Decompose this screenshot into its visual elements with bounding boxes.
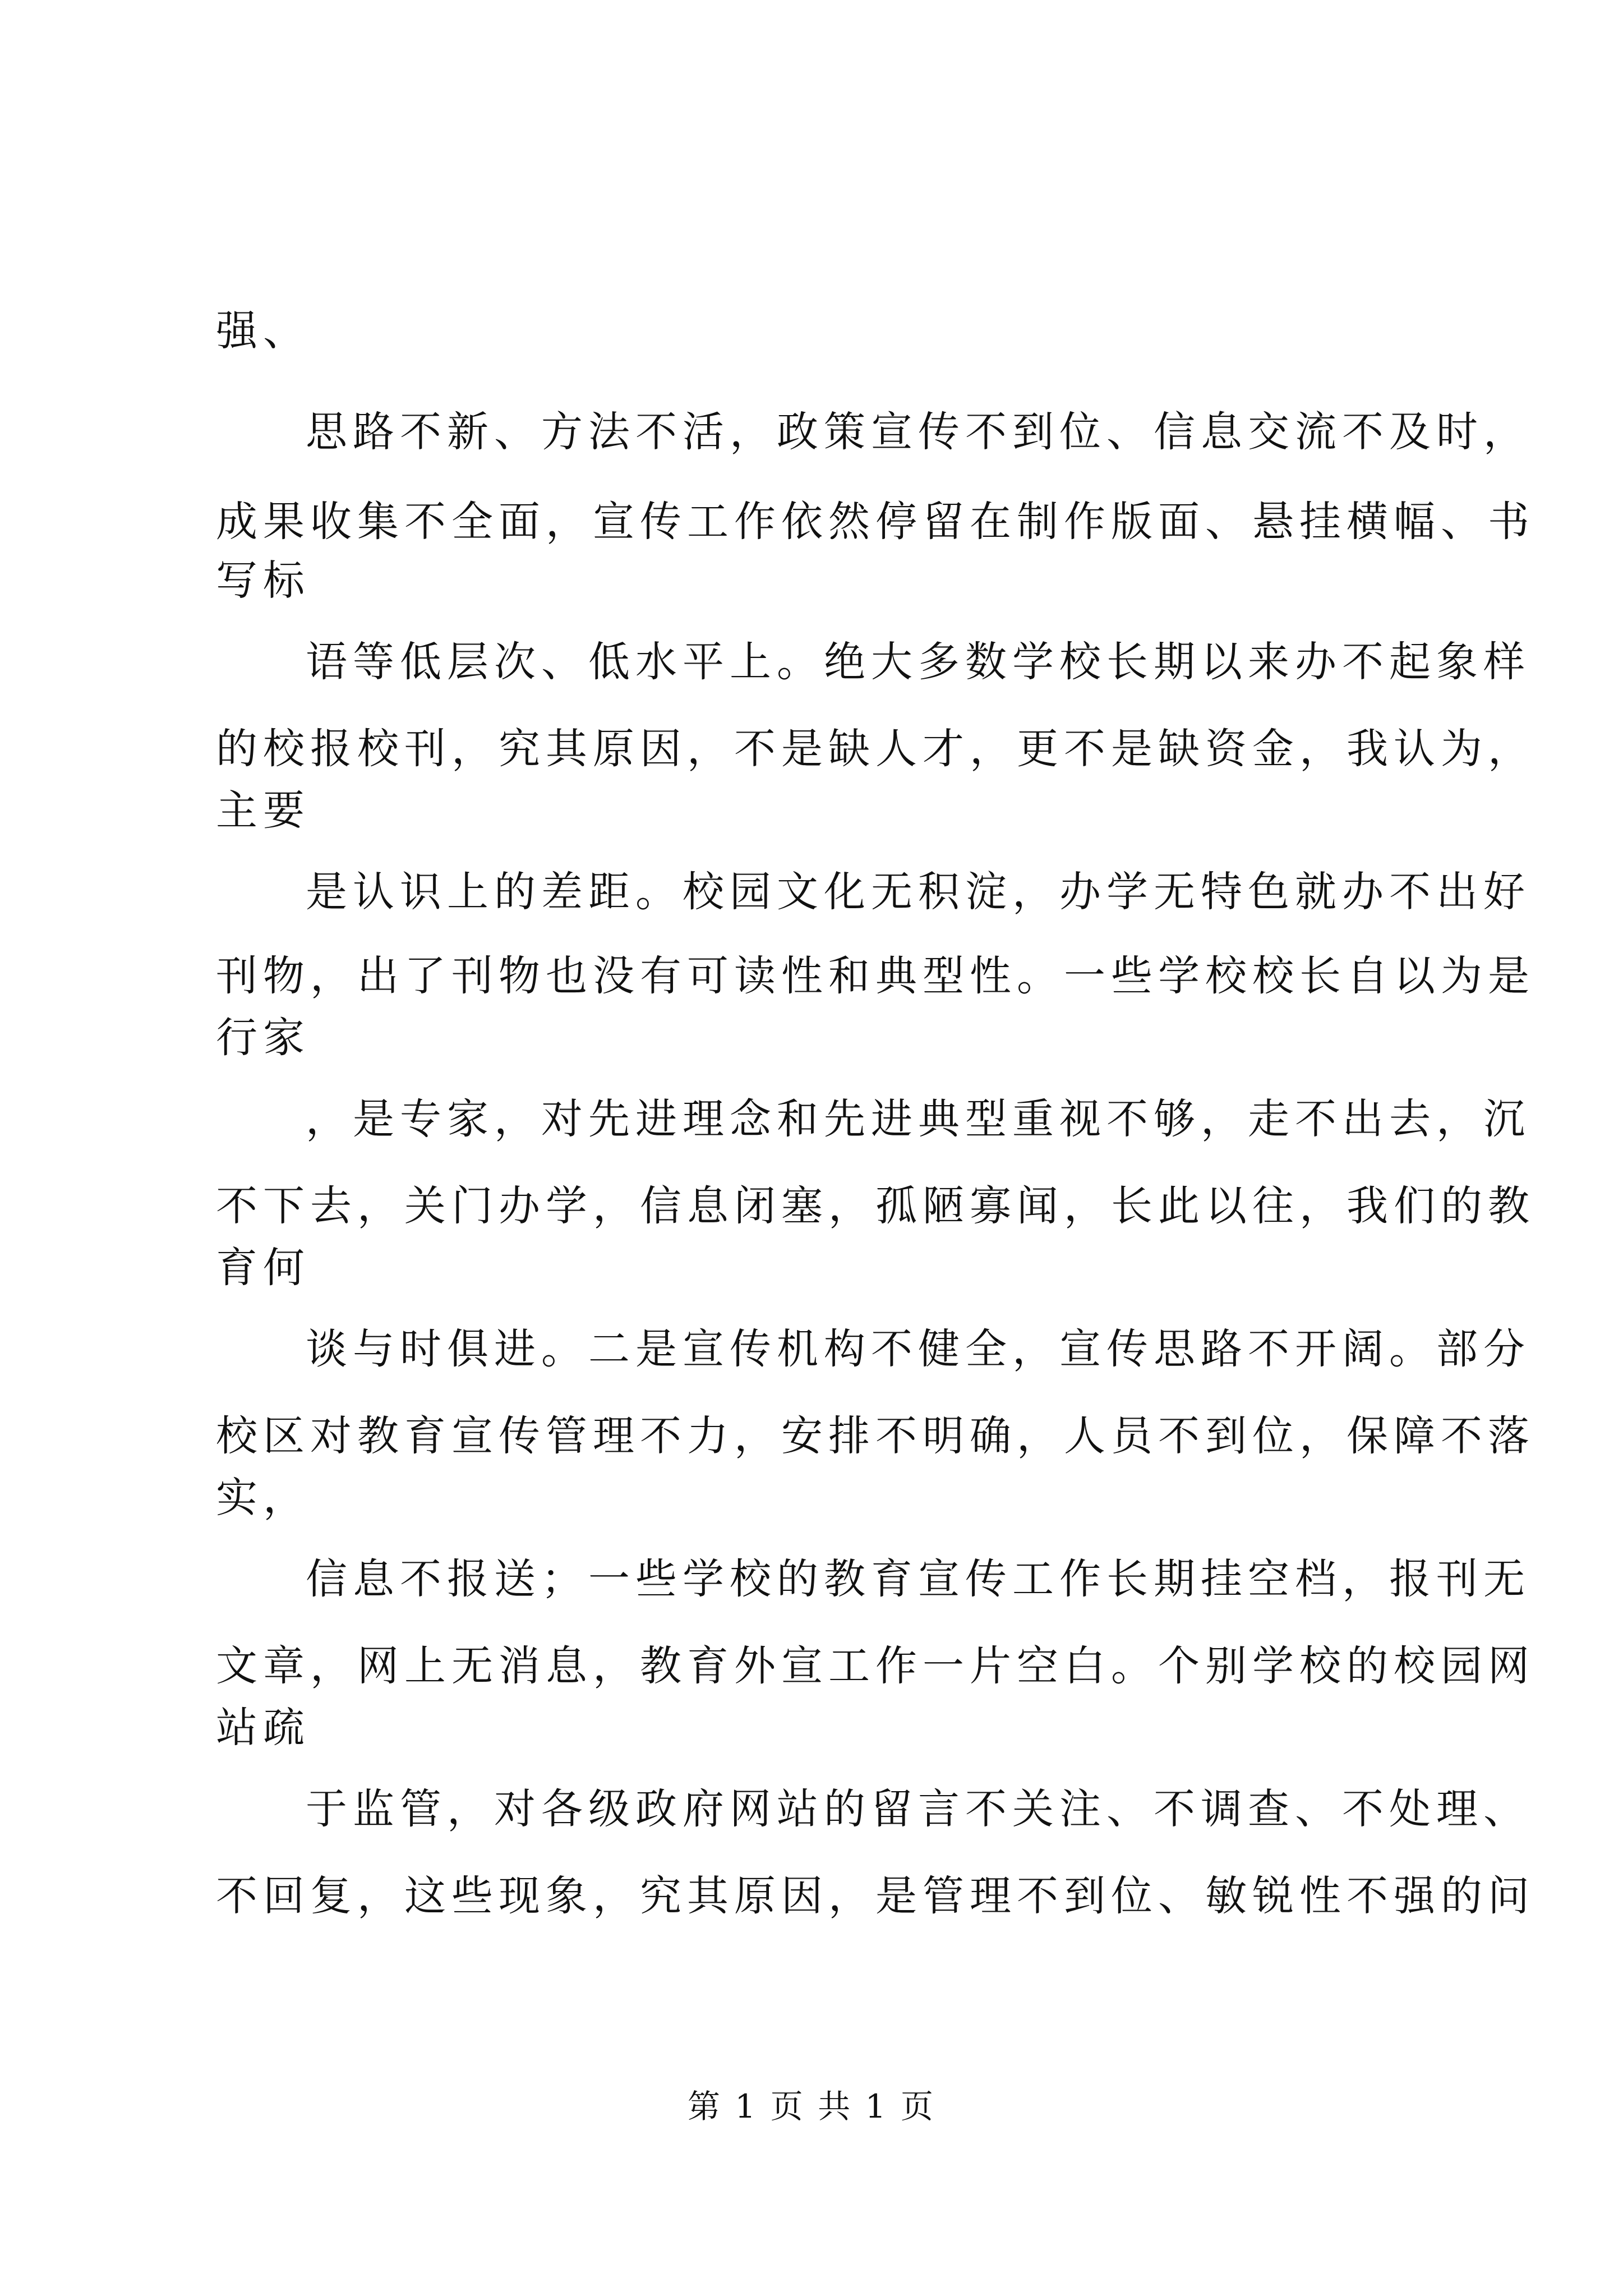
text-line: 育何 [216,1244,310,1292]
text-line: 实， [216,1474,310,1522]
text-line: 思路不新、方法不活，政策宣传不到位、信息交流不及时， [306,408,1530,456]
text-line: 写标 [216,556,310,605]
page-number-footer: 第 1 页 共 1 页 [688,2087,935,2125]
text-line: 行家 [216,1014,310,1062]
text-line: 不下去，关门办学，信息闭塞，孤陋寡闻，长此以往，我们的教 [216,1182,1535,1230]
text-line: 成果收集不全面，宣传工作依然停留在制作版面、悬挂横幅、书 [216,498,1535,546]
text-line: 的校报校刊，究其原因，不是缺人才，更不是缺资金，我认为， [216,725,1535,773]
text-line: 文章，网上无消息，教育外宣工作一片空白。个别学校的校园网 [216,1642,1535,1690]
text-line: 刊物，出了刊物也没有可读性和典型性。一些学校校长自以为是 [216,952,1535,1000]
text-line: 不回复，这些现象，究其原因，是管理不到位、敏锐性不强的问 [216,1872,1535,1920]
text-line: 信息不报送；一些学校的教育宣传工作长期挂空档，报刊无 [306,1555,1530,1603]
text-line: 是认识上的差距。校园文化无积淀，办学无特色就办不出好 [306,868,1530,916]
text-line: 主要 [216,786,310,835]
text-line: 谈与时俱进。二是宣传机构不健全，宣传思路不开阔。部分 [306,1325,1530,1373]
text-line: 校区对教育宣传管理不力，安排不明确，人员不到位，保障不落 [216,1412,1535,1460]
text-line: 站疏 [216,1704,310,1752]
text-line: 强、 [216,307,310,355]
text-line: 于监管，对各级政府网站的留言不关注、不调查、不处理、 [306,1785,1530,1833]
text-line: ，是专家，对先进理念和先进典型重视不够，走不出去，沉 [306,1095,1530,1143]
text-line: 语等低层次、低水平上。绝大多数学校长期以来办不起象样 [306,638,1530,686]
